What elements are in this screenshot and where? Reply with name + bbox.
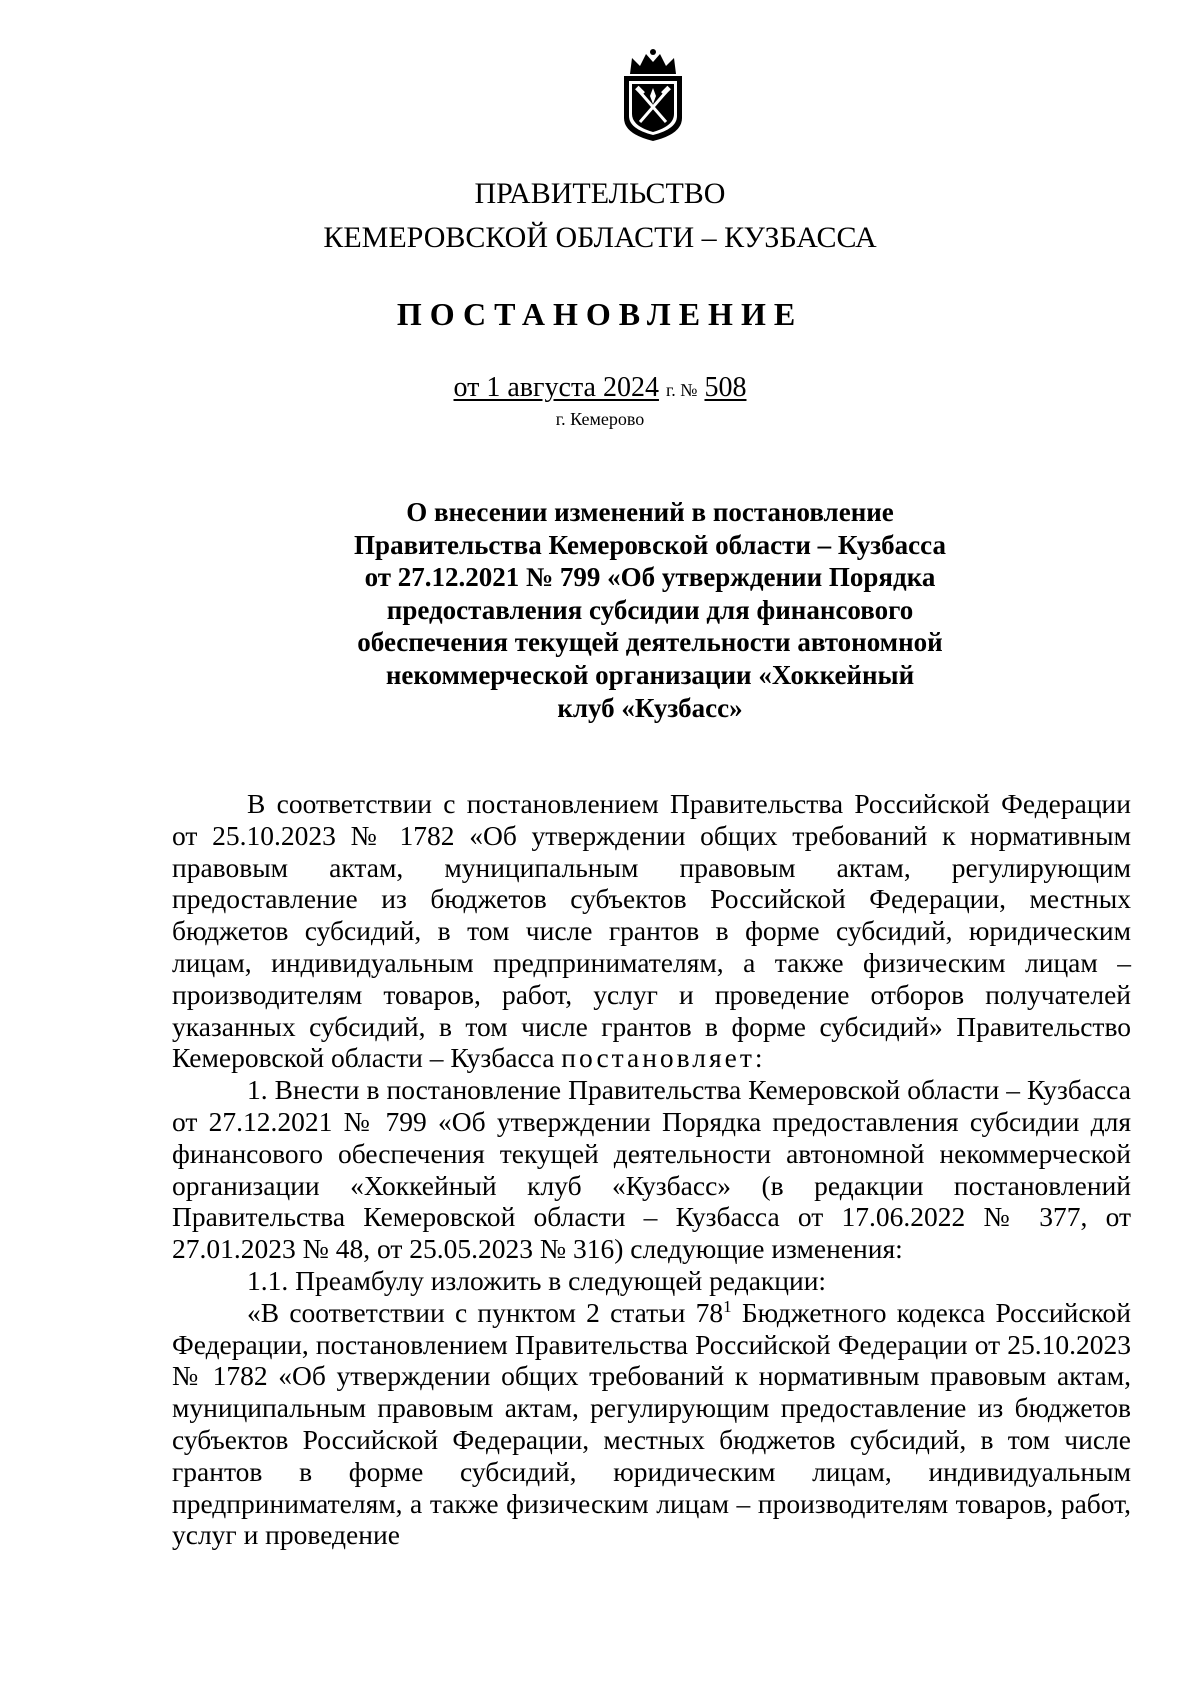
document-city: г. Кемерово [555, 409, 645, 429]
document-type-heading: ПОСТАНОВЛЕНИЕ [396, 296, 804, 332]
subject-line: обеспечения текущей деятельности автономной [357, 627, 943, 658]
resolves-word: постановляет: [561, 1042, 766, 1074]
document-subject [300, 496, 1000, 724]
preamble-paragraph [172, 788, 1131, 1074]
document-date-number [0, 371, 1200, 407]
subject-line: предоставления субсидии для финансового [386, 594, 914, 625]
coat-of-arms-icon [618, 48, 688, 143]
document-number: 508 [704, 372, 747, 403]
subject-line: Правительства Кемеровской области – Кузбасса [354, 529, 946, 560]
quoted-preamble-paragraph [172, 1297, 1131, 1551]
article-superscript: 1 [723, 1296, 732, 1316]
quoted-preamble-start: «В соответствии с пунктом 2 статьи 78 [247, 1296, 724, 1328]
document-date: от 1 августа 2024 [453, 372, 659, 403]
preamble-text: В соответствии с постановлением Правительства Российской Федерации от 25.10.2023 № 1782 «Об утверждении общих требований к нормативным правовым актам, муниципальным правовым актам, регулирующим предоставление из бюджетов субъектов Российской Федерации, местных бюджетов субсидий, в том числе грантов в форме субсидий, юридическим лицам, индивидуальным предпринимателям, а также физическим лицам – производителям товаров, работ, услуг и проведение отборов получателей указанных субсидий, в том числе грантов в форме субсидий» Правительство Кемеровской области – Кузбасса [172, 788, 1131, 1074]
government-title-line2: КЕМЕРОВСКОЙ ОБЛАСТИ – КУЗБАССА [323, 221, 877, 254]
subject-line: О внесении изменений в постановление [406, 497, 894, 527]
item-1-paragraph: 1. Внести в постановление Правительства Кемеровской области – Кузбасса от 27.12.2021 № 799 «Об утверждении Порядка предоставления субсидии для финансового обеспечения текущей деятельности автономной некоммерческой организации «Хоккейный клуб «Кузбасс» (в редакции постановлений Правительства Кемеровской области – Кузбасса от 17.06.2022 № 377, от 27.01.2023 № 48, от 25.05.2023 № 316) следующие изменения: [172, 1074, 1131, 1265]
item-1-1-paragraph: 1.1. Преамбулу изложить в следующей редакции: [247, 1264, 827, 1296]
quoted-preamble-rest: Бюджетного кодекса Российской Федерации, постановлением Правительства Российской Федерации от 25.10.2023 № 1782 «Об утверждении общих требований к нормативным правовым актам, муниципальным правовым актам, регулирующим предоставление из бюджетов субъектов Российской Федерации, местных бюджетов субсидий, в том числе грантов в форме субсидий, юридическим лицам, индивидуальным предпринимателям, а также физическим лицам – производителям товаров, работ, услуг и проведение [172, 1296, 1131, 1551]
government-title-line1: ПРАВИТЕЛЬСТВО [474, 177, 726, 210]
document-body [172, 788, 1131, 1551]
subject-line: от 27.12.2021 № 799 «Об утверждении Порядка [364, 562, 936, 593]
date-suffix: г. № [665, 380, 698, 400]
subject-line: клуб «Кузбасс» [557, 692, 743, 723]
subject-line: некоммерческой организации «Хоккейный [385, 659, 915, 690]
coat-of-arms-emblem [618, 48, 688, 143]
